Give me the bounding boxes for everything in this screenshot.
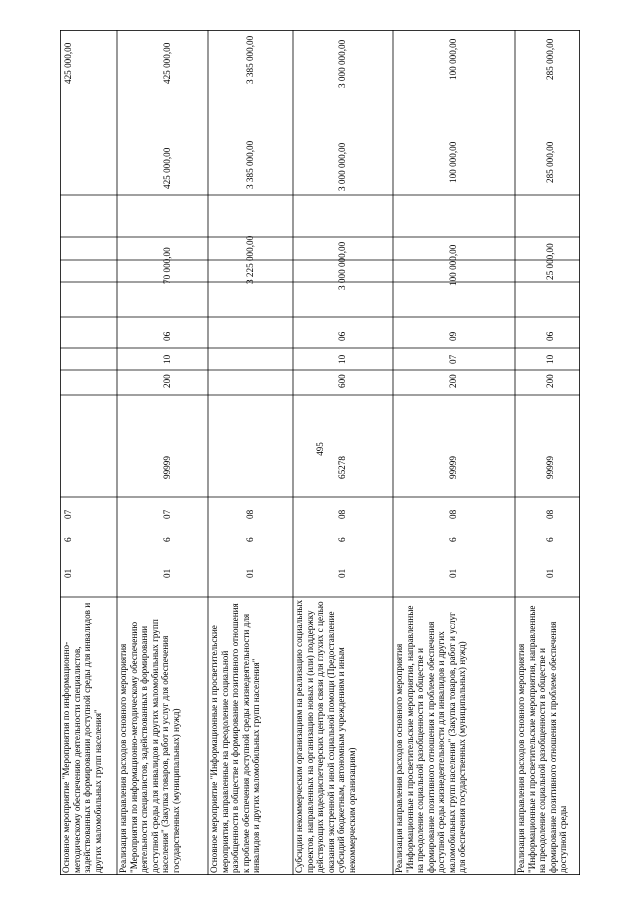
amount-2: 3 000 000,00 bbox=[337, 142, 347, 191]
amount-1: 3 225 000,00 bbox=[245, 235, 255, 284]
program-code: 01 bbox=[162, 568, 172, 578]
amount-1: 3 000 000,00 bbox=[337, 241, 347, 290]
subsection-code: 06 bbox=[162, 331, 172, 341]
code-cell bbox=[60, 526, 117, 548]
amount-3: 425 000,00 bbox=[162, 42, 172, 84]
table-row bbox=[515, 597, 580, 875]
expense-type-code: 200 bbox=[448, 374, 458, 388]
event-code: 07 bbox=[63, 509, 73, 519]
amount-3: 3 000 000,00 bbox=[337, 39, 347, 88]
section-code: 07 bbox=[448, 354, 458, 364]
section-code: 10 bbox=[545, 354, 555, 364]
table-row bbox=[293, 597, 393, 875]
expense-direction-code: 99999 bbox=[162, 456, 172, 479]
code-cell bbox=[60, 548, 117, 597]
event-code: 08 bbox=[337, 509, 347, 519]
program-code: 01 bbox=[545, 568, 555, 578]
expense-direction-code: 65278 bbox=[337, 456, 347, 479]
expense-direction-code: 99999 bbox=[545, 456, 555, 479]
program-code: 01 bbox=[245, 568, 255, 578]
expense-direction-code: 99999 bbox=[448, 456, 458, 479]
value-cell bbox=[60, 30, 117, 195]
table-row bbox=[208, 597, 293, 875]
program-code: 01 bbox=[63, 568, 73, 578]
page-number: 495 bbox=[315, 442, 325, 456]
event-code: 08 bbox=[245, 509, 255, 519]
amount-2: 425 000,00 bbox=[162, 147, 172, 189]
event-code: 07 bbox=[162, 509, 172, 519]
table-row bbox=[60, 597, 117, 875]
row-description: Основное мероприятие "Информационные и просветительские мероприятия, направленные на преодоление социальной разобщенности в обществе и формирование позитивного отношения к проблеме обеспечения доступной среды жизнедеятельности для инвалидов и других маломобильных групп населения" bbox=[209, 603, 261, 873]
amount-1: 25 000,00 bbox=[545, 243, 555, 280]
code-cell bbox=[60, 497, 117, 526]
amount-2: 3 385 000,00 bbox=[245, 140, 255, 189]
event-code: 08 bbox=[448, 509, 458, 519]
amount-2: 100 000,00 bbox=[448, 141, 458, 183]
event-code: 08 bbox=[545, 509, 555, 519]
row-description: Реализация направления расходов основного мероприятия "Мероприятия по информационно-методическому обеспечению деятельности специалистов, задействованных в формировании доступной среды для инвалидов и других маломобильных групп населения" (Закупка товаров, работ и услуг для обеспечения государственных (муниципальных) нужд) bbox=[118, 619, 181, 873]
subprogram-code: 6 bbox=[337, 537, 347, 542]
amount-2: 285 000,00 bbox=[545, 141, 555, 183]
budget-table bbox=[60, 30, 580, 875]
section-code: 10 bbox=[162, 354, 172, 364]
table-row bbox=[117, 597, 208, 875]
subprogram-code: 6 bbox=[162, 537, 172, 542]
amount-1: 70 000,00 bbox=[162, 247, 172, 284]
subsection-code: 06 bbox=[545, 331, 555, 341]
row-description: Реализация направления расходов основного мероприятия "Информационные и просветительские мероприятия, направленные на преодоление социальной разобщенности в обществе и формирование позитивного отношения к проблеме обеспечения доступной среды жизнедеятельности для инвалидов и других маломобильных групп населения" (Закупка товаров, работ и услуг для обеспечения государственных (муниципальных) нужд) bbox=[394, 605, 467, 873]
subsection-code: 06 bbox=[337, 331, 347, 341]
subprogram-code: 6 bbox=[448, 537, 458, 542]
amount-3: 3 385 000,00 bbox=[245, 35, 255, 84]
amount-3: 285 000,00 bbox=[545, 38, 555, 80]
subprogram-code: 6 bbox=[545, 537, 555, 542]
amount-1: 100 000,00 bbox=[448, 244, 458, 286]
row-description: Реализация направления расходов основного мероприятия "Информационные и просветительские мероприятия, направленные на преодоление социальной разобщенности в обществе и формирование позитивного отношения к проблеме обеспечения доступной среды bbox=[516, 605, 568, 873]
subsection-code: 09 bbox=[448, 331, 458, 341]
expense-type-code: 200 bbox=[545, 374, 555, 388]
program-code: 01 bbox=[337, 568, 347, 578]
section-code: 10 bbox=[337, 354, 347, 364]
expense-type-code: 600 bbox=[337, 374, 347, 388]
expense-type-code: 200 bbox=[162, 374, 172, 388]
program-code: 01 bbox=[448, 568, 458, 578]
amount-3: 425 000,00 bbox=[63, 42, 73, 84]
row-description: Субсидии некоммерческим организациям на реализацию социальных проектов, направленных на организацию новых и (или) поддержку действующих видеодиспетчерских центров связи для глухих с целью оказания экстренной и иной социальной помощи (Предоставление субсидий бюджетным, автономным учреждениям и иным некоммерческим организациям) bbox=[294, 599, 357, 873]
row-description: Основное мероприятие "Мероприятия по информационно-методическому обеспечению деятельности специалистов, задействованных в формировании доступной среды для инвалидов и других маломобильных групп населения" bbox=[61, 602, 103, 873]
subprogram-code: 6 bbox=[63, 537, 73, 542]
subprogram-code: 6 bbox=[245, 537, 255, 542]
table-row bbox=[393, 597, 515, 875]
amount-3: 100 000,00 bbox=[448, 38, 458, 80]
